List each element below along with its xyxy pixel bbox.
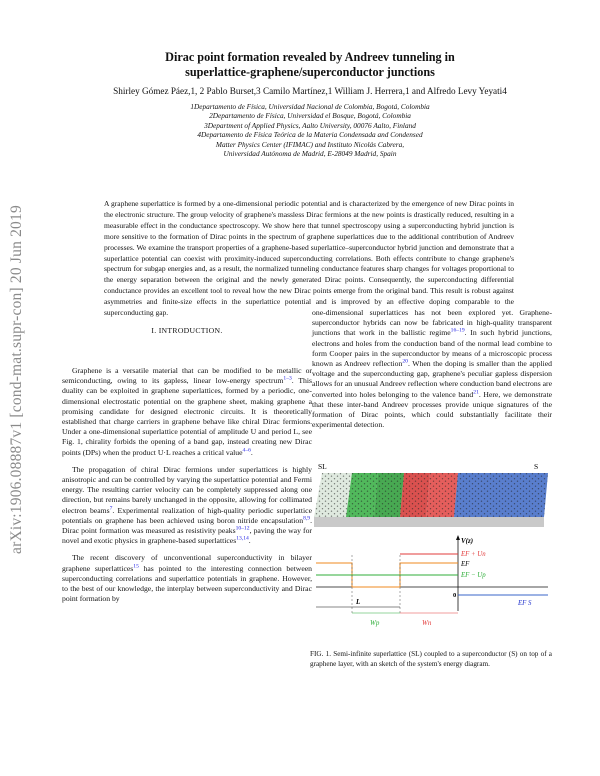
affiliation-3: 3Department of Applied Physics, Aalto University, 00076 Aalto, Finland [204,120,416,130]
citation[interactable]: 21 [473,389,479,396]
citation[interactable]: 8,9 [303,515,311,522]
title-line-1: Dirac point formation revealed by Andreev tunneling in [165,50,455,64]
label-ef-plus-un: EF + Un [461,551,486,558]
figure-caption: FIG. 1. Semi-infinite superlattice (SL) coupled to a superconductor (S) on top of a graphene layer, with an sketch of the system's energy diagram. [310,650,552,668]
citation[interactable]: 15 [133,563,139,570]
arxiv-identifier: arXiv:1906.08887v1 [cond-mat.supr-con] 20 Jun 2019 [8,205,25,554]
graphene-superlattice-sheet [314,473,548,527]
citation[interactable]: 1–3 [283,375,292,382]
affiliations [90,102,530,158]
paper-title [90,50,530,80]
intro-paragraph-2: The propagation of chiral Dirac fermions under superlattices is highly anisotropic and can be controlled by varying the superlattice potential and Fermi energy. The resulting carrier velocity can be completely suppressed along one direction, but remains barely unchanged in the opposite, allowing for collimated electron beams$^7$. Experimental realization of high-quality periodic superlattice potentials on graphene has been achieved using boron nitride encapsulation$^{8,9}$. Dirac point formation was measured as resistivity peaks$^{10-12}$, paving the way for novel and exotic physics in graphene-based superlattices$^{13,14}$. [62,464,312,546]
affiliation-1: 1Departamento de Física, Universidad Nacional de Colombia, Bogotá, Colombia [190,102,430,111]
label-efs: EF S [518,600,532,607]
label-ef-minus-up: EF − Up [461,572,486,579]
energy-diagram [316,535,548,615]
citation[interactable]: 4–6 [242,447,251,454]
citation[interactable]: 20 [402,358,408,365]
intro-paragraph-4: one-dimensional superlattices has not been explored yet. Graphene-superconductor hybrids can now be fabricated in high-quality transparent junctions that work in the ballistic regime$^{16-19}$. In such hybrid junctions, electrons and holes from the conduction band of the normal lead combine to form Cooper pairs in the superconductor by means of a microscopic process known as Andreev reflection$^{20}$. When the doping is smaller than the applied voltage and the superconducting gap, graphene's peculiar gapless dispersion allows for an unusual Andreev reflection where conduction band electrons are converted into holes belonging to the valence band$^{21}$. Here, we demonstrate that these inter-band Andreev processes provide unique signatures of the formation of Dirac points, which could substantially facilitate their experimental detection. [312,308,552,430]
author-list: Shirley Gómez Páez,1, 2 Pablo Burset,3 Camilo Martínez,1 William J. Herrera,1 and Alfredo Levy Yeyati4 [113,86,507,96]
label-wn: Wn [422,619,432,627]
label-vz: V(z) [461,537,474,545]
intro-paragraph-3: The recent discovery of unconventional superconductivity in bilayer graphene superlattices$^{15}$ has pointed to the interesting connection between superconducting correlations and superlattice potentials in graphene. However, to the best of our knowledge, the interplay between superconductivity and Dirac point formation by [62,553,313,604]
label-wp: Wp [370,619,380,627]
label-superconductor: S [534,462,539,471]
citation[interactable]: 7 [109,505,113,512]
citation[interactable]: 16–19 [450,327,465,334]
affiliation-4-end: Universidad Autónoma de Madrid, E-28049 Madrid, Spain [223,149,397,159]
label-origin: 0 [453,592,457,599]
title-line-2: superlattice-graphene/superconductor junctions [185,65,435,79]
right-column [312,308,552,430]
citation[interactable]: 13,14 [236,535,249,542]
abstract: A graphene superlattice is formed by a one-dimensional periodic potential and is characterized by the emergence of new Dirac points in the electronic structure. The group velocity of graphene's massless Dirac fermions at the new points is drastically reduced, resulting in a measurable effect in the conductance spectroscopy. We show here that tunnel spectroscopy using a superconducting hybrid junction is more sensitive to the formation of Dirac points in the spectrum of graphene superlattices due to the additional contribution of Andreev processes. We examine the transport properties of a graphene-based superlattice–superconductor hybrid junction and demonstrate that a superlattice potential can coexist with proximity-induced superconducting correlations. Both effects contribute to change graphene's spectrum for subgap energies and, as a result, the normalized tunneling conductance features sharp changes for voltages proportional to the energy separation between the original and the newly generated Dirac points. Consequently, the superconducting differential conductance provides an excellent tool to reveal how the new Dirac points emerge from the original band. This result is robust against asymmetries and finite-size effects in the superlattice potential and is improved by an effective doping comparable to the superconducting gap. [104,199,514,318]
affiliation-4: 4Departamento de Física Teórica de la Materia Condensada and Condensed [197,130,423,140]
section-heading: I. INTRODUCTION. [151,326,223,335]
label-superlattice: SL [318,462,327,471]
label-period: L [356,598,361,606]
figure-1 [312,455,554,645]
label-ef: EF [461,561,470,568]
v-axis-arrow [456,535,460,540]
citation[interactable]: 10–12 [235,525,250,532]
left-column [62,366,312,604]
intro-paragraph-1: Graphene is a versatile material that can be modified to be metallic or semiconducting, owing to its gapless, linear low-energy spectrum$^{1-3}$. This duality can be exploited in graphene superlattices, formed by a periodic, one-dimensional electrostatic potential on the graphene sheet, making graphene a promising candidate for designed electronic circuits. It is theoretically established that charge carriers in graphene behave like chiral Dirac fermions. Under a one-dimensional superlattice potential of amplitude U and period L, see Fig. 1, chirality forbids the opening of a band gap, instead creating new Dirac points (DPs) when the product U·L reaches a critical value$^{4-6}$. [62,366,312,457]
affiliation-2: 2Departamento de Física, Universidad el Bosque, Bogotá, Colombia [209,111,411,121]
affiliation-4-cont: Matter Physics Center (IFIMAC) and Instituto Nicolás Cabrera, [215,139,405,149]
